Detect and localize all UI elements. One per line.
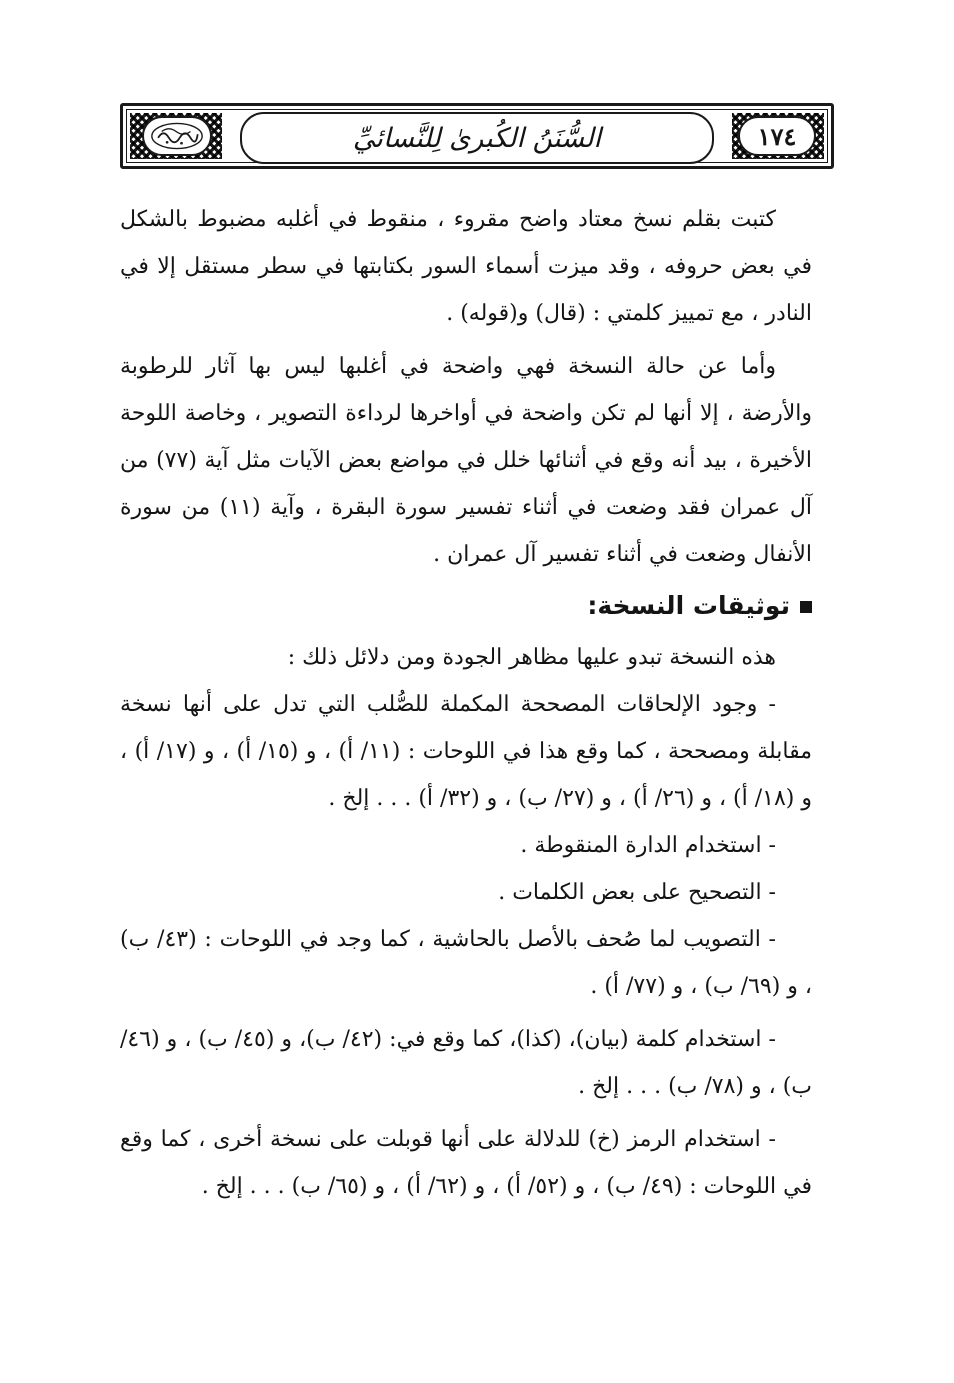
running-header (120, 103, 834, 169)
section-heading (120, 578, 812, 634)
list-item-kha-symbol: - استخدام الرمز (خ) للدلالة على أنها قوبلت على نسخة أخرى ، كما وقع في اللوحات : (٤٩/ ب) ، و (٥٢/ أ) ، و (٦٢/ أ) ، و (٦٥/ ب) . . . إلخ . (120, 1127, 812, 1199)
list-item-margin-fixes: - التصويب لما صُحف بالأصل بالحاشية ، كما وجد في اللوحات : (٤٣/ ب) ، و (٦٩/ ب) ، و (٧٧/ أ) . (120, 927, 812, 999)
square-bullet-icon (800, 601, 812, 613)
page-body (120, 196, 812, 1210)
list-item-corrections: - التصحيح على بعض الكلمات . (498, 880, 776, 905)
paragraph-quality-intro: هذه النسخة تبدو عليها مظاهر الجودة ومن دلائل ذلك : (287, 645, 776, 670)
paragraph-manuscript-condition: وأما عن حالة النسخة فهي واضحة في أغلبها ليس بها آثار للرطوبة والأرضة ، إلا أنها لم تكن واضحة في أواخرها لرداءة التصوير ، وخاصة اللوحة الأخيرة ، بيد أنه وقع في أثنائها خلل في مواضع بعض الآيات مثل آية (٧٧) من آل عمران فقد وضعت في أثناء تفسير سورة البقرة ، وآية (١١) من سورة الأنفال وضعت في أثناء تفسير آل عمران . (120, 354, 812, 567)
section-heading-text: توثيقات النسخة: (587, 591, 790, 620)
running-title: السُّنَنُ الكُبرىٰ لِلنَّسائيِّ (240, 112, 714, 164)
calligraphy-seal-icon (144, 118, 210, 154)
list-item-additions: - وجود الإلحاقات المصححة المكملة للصُّلب التي تدل على أنها نسخة مقابلة ومصححة ، كما وقع هذا في اللوحات : (١١/ أ) ، و (١٥/ أ) ، و (١٧/ أ) ، و (١٨/ أ) ، و (٢٦/ أ) ، و (٢٧/ ب) ، و (٣٢/ أ) . . . إلخ . (120, 692, 813, 811)
paragraph-script-description: كتبت بقلم نسخ معتاد واضح مقروء ، منقوط في أغلبه مضبوط بالشكل في بعض حروفه ، وقد ميزت أسماء السور بكتابتها في سطر مستقل إلا في النادر ، مع تمييز كلمتي : (قال) و(قوله) . (120, 207, 812, 326)
list-item-dotted-circle: - استخدام الدارة المنقوطة . (520, 833, 776, 858)
book-logo-icon (142, 116, 212, 156)
page-number: ١٧٤ (738, 116, 816, 156)
list-item-word-usage: - استخدام كلمة (بيان)، (كذا)، كما وقع في: (٤٢/ ب)، و (٤٥/ ب) ، و (٤٦/ ب) ، و (٧٨/ ب) . . . إلخ . (120, 1027, 812, 1099)
